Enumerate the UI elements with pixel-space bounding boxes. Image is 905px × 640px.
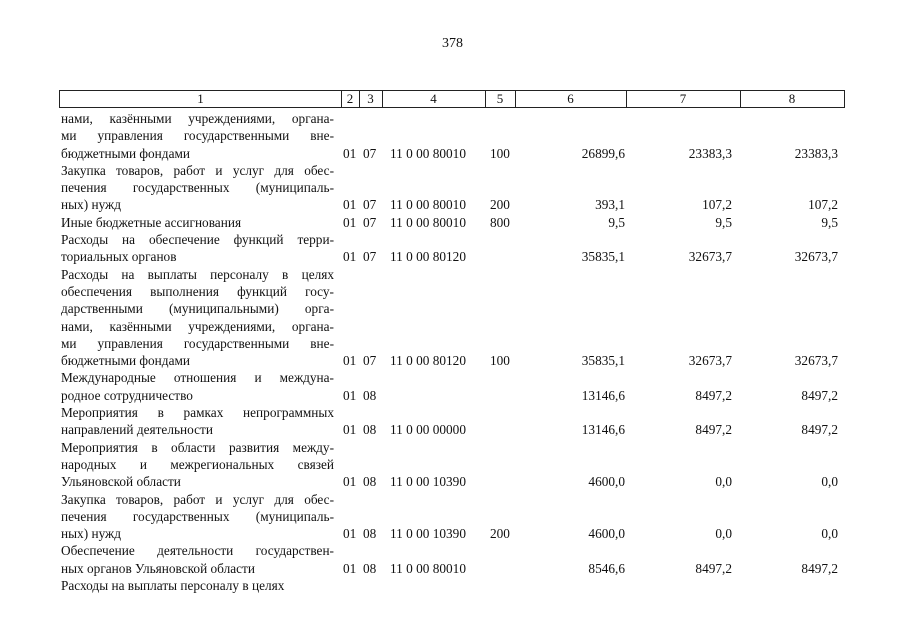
expense-type-code: 100 [490, 353, 510, 369]
description-line: ных) нужд [61, 197, 121, 213]
row-description [61, 491, 334, 543]
row-description [61, 404, 334, 439]
section-code: 01 [343, 526, 357, 542]
amount-col-8: 8497,2 [801, 560, 838, 576]
row-description [61, 162, 334, 214]
table-row [0, 110, 905, 162]
section-code: 01 [343, 422, 357, 438]
table-row [0, 214, 905, 231]
amount-col-7: 23383,3 [688, 145, 732, 161]
description-line: Расходы на выплаты персоналу в целях [61, 266, 334, 282]
row-description [61, 110, 334, 162]
subsection-code: 07 [363, 197, 377, 213]
table-row [0, 162, 905, 214]
row-description [61, 439, 334, 491]
expense-type-code: 100 [490, 145, 510, 161]
target-article-code: 11 0 00 00000 [390, 422, 466, 438]
amount-col-8: 0,0 [821, 526, 838, 542]
header-col-5: 5 [496, 91, 504, 106]
amount-col-7: 8497,2 [695, 560, 732, 576]
subsection-code: 08 [363, 474, 377, 490]
description-line: бюджетными фондами [61, 145, 190, 161]
amount-col-7: 8497,2 [695, 387, 732, 403]
amount-col-7: 32673,7 [688, 249, 732, 265]
description-line: Мероприятия в области развития между- [61, 439, 334, 455]
target-article-code: 11 0 00 10390 [390, 526, 466, 542]
description-line: Ульяновской области [61, 474, 181, 490]
description-line: ми управления государственными вне- [61, 335, 334, 351]
amount-col-6: 393,1 [595, 197, 625, 213]
description-line: печения государственных (муниципаль- [61, 180, 334, 196]
row-description [61, 542, 334, 577]
amount-col-6: 35835,1 [581, 249, 625, 265]
header-col-4: 4 [430, 91, 437, 106]
description-line: родное сотрудничество [61, 387, 193, 403]
page-number: 378 [442, 36, 463, 51]
amount-col-7: 0,0 [715, 474, 732, 490]
table-row [0, 231, 905, 266]
subsection-code: 07 [363, 214, 377, 230]
amount-col-6: 26899,6 [581, 145, 625, 161]
row-description [61, 577, 334, 594]
target-article-code: 11 0 00 80120 [390, 249, 466, 265]
header-col-3: 3 [367, 91, 374, 106]
section-code: 01 [343, 249, 357, 265]
amount-col-8: 32673,7 [794, 249, 838, 265]
expense-type-code: 800 [490, 214, 510, 230]
description-line: Иные бюджетные ассигнования [61, 214, 242, 230]
row-description [61, 231, 334, 266]
description-line: Закупка товаров, работ и услуг для обес- [61, 162, 334, 178]
description-line: обеспечения выполнения функций госу- [61, 283, 334, 299]
description-line: нами, казёнными учреждениями, органа- [61, 318, 334, 334]
subsection-code: 08 [363, 526, 377, 542]
header-col-1: 1 [197, 91, 204, 106]
amount-col-6: 8546,6 [588, 560, 625, 576]
table-row [0, 266, 905, 370]
amount-col-6: 35835,1 [581, 353, 625, 369]
description-line: нами, казёнными учреждениями, органа- [61, 111, 334, 126]
subsection-code: 07 [363, 353, 377, 369]
amount-col-8: 32673,7 [794, 353, 838, 369]
section-code: 01 [343, 197, 357, 213]
amount-col-8: 9,5 [821, 214, 838, 230]
description-line: печения государственных (муниципаль- [61, 508, 334, 524]
subsection-code: 07 [363, 249, 377, 265]
amount-col-8: 8497,2 [801, 387, 838, 403]
description-line: Закупка товаров, работ и услуг для обес- [61, 491, 334, 507]
amount-col-6: 13146,6 [581, 387, 625, 403]
subsection-code: 08 [363, 387, 377, 403]
amount-col-6: 13146,6 [581, 422, 625, 438]
amount-col-6: 4600,0 [588, 474, 625, 490]
amount-col-8: 8497,2 [801, 422, 838, 438]
amount-col-8: 107,2 [808, 197, 838, 213]
description-line: Расходы на обеспечение функций терри- [61, 232, 334, 248]
table-row [0, 491, 905, 543]
header-col-8: 8 [788, 91, 796, 106]
description-line: Мероприятия в рамках непрограммных [61, 405, 334, 421]
section-code: 01 [343, 214, 357, 230]
amount-col-6: 4600,0 [588, 526, 625, 542]
expense-type-code: 200 [490, 526, 510, 542]
description-line: ториальных органов [61, 249, 177, 265]
table-row [0, 577, 905, 594]
amount-col-6: 9,5 [608, 214, 625, 230]
section-code: 01 [343, 353, 357, 369]
header-col-6: 6 [567, 91, 574, 106]
target-article-code: 11 0 00 10390 [390, 474, 466, 490]
target-article-code: 11 0 00 80010 [390, 145, 466, 161]
row-description [61, 369, 334, 404]
subsection-code: 08 [363, 422, 377, 438]
description-line: бюджетными фондами [61, 353, 190, 369]
subsection-code: 07 [363, 145, 377, 161]
table-header [59, 90, 845, 108]
amount-col-7: 107,2 [702, 197, 732, 213]
section-code: 01 [343, 474, 357, 490]
target-article-code: 11 0 00 80010 [390, 214, 466, 230]
section-code: 01 [343, 560, 357, 576]
description-line: направлений деятельности [61, 422, 213, 438]
amount-col-8: 23383,3 [794, 145, 838, 161]
section-code: 01 [343, 387, 357, 403]
row-description [61, 266, 334, 370]
amount-col-8: 0,0 [821, 474, 838, 490]
header-col-2: 2 [346, 91, 354, 106]
description-line: ных) нужд [61, 526, 121, 542]
table-row [0, 404, 905, 439]
target-article-code: 11 0 00 80120 [390, 353, 466, 369]
description-line: Международные отношения и междуна- [61, 370, 334, 386]
description-line: ми управления государственными вне- [61, 128, 334, 144]
amount-col-7: 9,5 [715, 214, 732, 230]
table-body [0, 110, 905, 594]
table-row [0, 542, 905, 577]
description-line: Расходы на выплаты персоналу в целях [61, 578, 285, 594]
amount-col-7: 0,0 [715, 526, 732, 542]
table-row [0, 369, 905, 404]
table-row [0, 439, 905, 491]
target-article-code: 11 0 00 80010 [390, 197, 466, 213]
target-article-code: 11 0 00 80010 [390, 560, 466, 576]
expense-type-code: 200 [490, 197, 510, 213]
description-line: дарственными (муниципальными) орга- [61, 301, 334, 317]
description-line: ных органов Ульяновской области [61, 560, 255, 576]
subsection-code: 08 [363, 560, 377, 576]
row-description [61, 214, 334, 231]
amount-col-7: 32673,7 [688, 353, 732, 369]
description-line: Обеспечение деятельности государствен- [61, 543, 334, 559]
section-code: 01 [343, 145, 357, 161]
description-line: народных и межрегиональных связей [61, 456, 334, 472]
header-col-7: 7 [679, 91, 687, 106]
amount-col-7: 8497,2 [695, 422, 732, 438]
